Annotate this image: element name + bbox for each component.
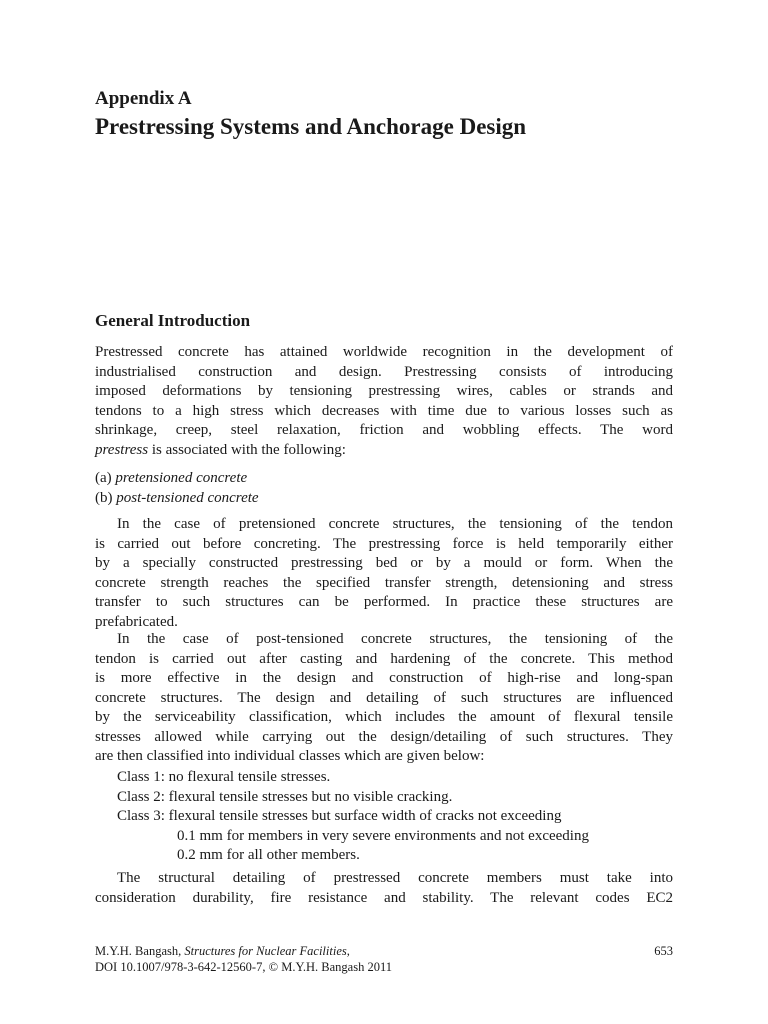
section-heading: General Introduction — [95, 311, 251, 330]
text-line: by the serviceability classification, which includes the amount of flexural tensile — [95, 709, 673, 725]
text-line: concrete strength reaches the specified transfer strength, detensioning and stress — [95, 574, 673, 591]
text-line: imposed deformations by tensioning prestressing wires, cables or strands and — [95, 383, 673, 399]
author-name: M.Y.H. Bangash, — [95, 944, 185, 958]
citation-line — [95, 943, 673, 959]
list-item — [95, 469, 673, 489]
doi-line: DOI 10.1007/978-3-642-12560-7, © M.Y.H. Bangash 2011 — [95, 960, 392, 974]
paragraph-intro — [95, 343, 673, 460]
text-line: consideration durability, fire resistance and stability. The relevant codes EC2 — [95, 889, 673, 906]
text-line: is more effective in the design and construction of high-rise and long-span — [95, 670, 673, 686]
text-line: The structural detailing of prestressed concrete members must take into — [117, 870, 673, 886]
text-line: tendon is carried out after casting and hardening of the concrete. This method — [95, 650, 673, 667]
text-line: In the case of pretensioned concrete structures, the tensioning of the tendon — [117, 516, 673, 532]
paragraph-post-tensioned — [95, 630, 673, 767]
list-concrete-types — [95, 469, 673, 508]
italic-term: prestress — [95, 441, 149, 458]
text-line: is carried out before concreting. The prestressing force is held temporarily either — [95, 535, 673, 552]
appendix-label: Appendix A — [95, 88, 192, 109]
paragraph-detailing — [95, 869, 673, 908]
text-line: are then classified into individual classes which are given below: — [95, 748, 485, 764]
list-text: pretensioned concrete — [115, 470, 248, 486]
list-text: post-tensioned concrete — [116, 489, 259, 506]
class-list — [95, 768, 673, 866]
book-title: Structures for Nuclear Facilities — [184, 944, 347, 958]
list-item — [95, 489, 673, 509]
text-line: tendons to a high stress which decreases with time due to various losses such as — [95, 402, 673, 419]
list-marker: (b) — [95, 489, 113, 506]
text-line: by a specially constructed prestressing bed or by a mould or form. When the — [95, 555, 673, 571]
text-line: stresses allowed while carrying out the design/detailing of such structures. They — [95, 728, 673, 745]
chapter-title: Prestressing Systems and Anchorage Design — [95, 114, 527, 139]
class-item: Class 1: no flexural tensile stresses. — [117, 769, 331, 785]
text-line: Prestressed concrete has attained worldwide recognition in the development of — [95, 344, 673, 360]
list-marker: (a) — [95, 470, 112, 486]
text-line: prefabricated. — [95, 613, 178, 630]
class-item-continuation: 0.2 mm for all other members. — [177, 847, 360, 863]
page-number: 653 — [654, 944, 673, 958]
punctuation: , — [346, 944, 350, 958]
text-line — [95, 441, 673, 461]
text-line: transfer to such structures can be performed. In practice these structures are — [95, 594, 673, 610]
text-fragment: is associated with the following: — [148, 441, 346, 458]
page-footer — [95, 943, 673, 975]
class-item: Class 2: flexural tensile stresses but no visible cracking. — [117, 788, 453, 805]
class-item-continuation: 0.1 mm for members in very severe environments and not exceeding — [177, 827, 589, 844]
text-line: concrete structures. The design and detailing of such structures are influenced — [95, 689, 673, 706]
text-line: In the case of post-tensioned concrete structures, the tensioning of the — [117, 631, 673, 647]
paragraph-pretensioned — [95, 515, 673, 632]
class-item: Class 3: flexural tensile stresses but surface width of cracks not exceeding — [117, 808, 562, 824]
text-line: industrialised construction and design. Prestressing consists of introducing — [95, 363, 673, 380]
text-line: shrinkage, creep, steel relaxation, friction and wobbling effects. The word — [95, 422, 673, 438]
